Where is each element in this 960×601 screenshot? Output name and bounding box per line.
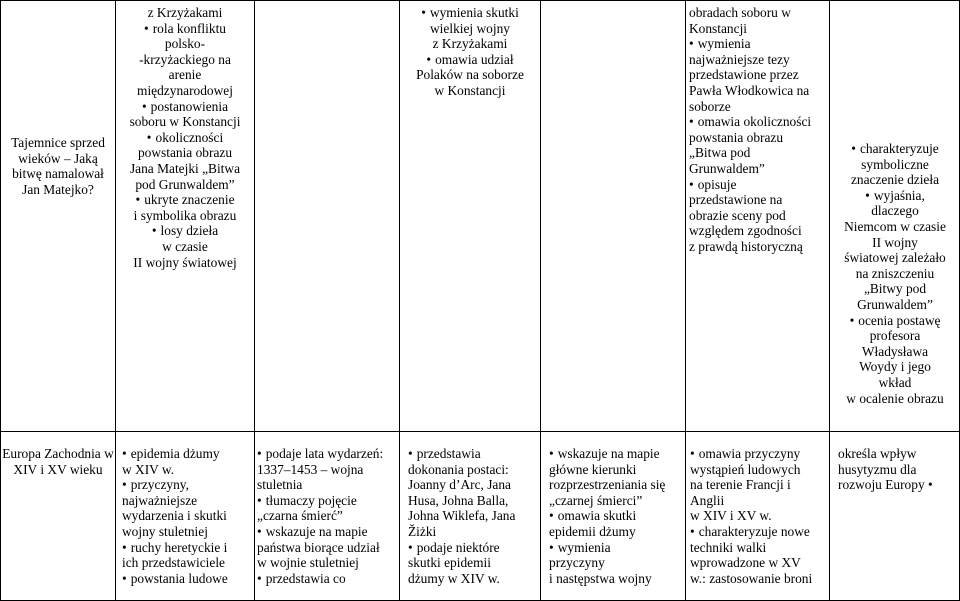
list-item-line: wkład xyxy=(878,374,912,390)
list-item xyxy=(257,524,399,571)
requirements-cell-basic xyxy=(257,446,399,586)
list-item-line: z prawdą historyczną xyxy=(689,238,803,254)
column-divider xyxy=(540,0,541,601)
list-item-line: „Bitwy pod xyxy=(863,281,927,297)
list-item xyxy=(831,141,959,188)
requirements-cell-excellent xyxy=(831,141,959,406)
list-item-line: wydarzenia i skutki xyxy=(122,508,227,524)
list-item-line: powstania obrazu xyxy=(137,145,233,161)
column-divider xyxy=(685,0,686,601)
requirements-list xyxy=(257,446,399,586)
list-item xyxy=(838,446,959,493)
table-border-top xyxy=(0,0,960,1)
list-item-line: • omawia skutki xyxy=(549,508,685,524)
list-item xyxy=(689,114,829,176)
list-item-line: w.: zastosowanie broni xyxy=(690,570,813,586)
list-item-line: Polaków na soborze xyxy=(416,67,524,83)
list-item-line: wprowadzone w XV xyxy=(690,555,801,571)
list-item-line: Niemcom w czasie xyxy=(844,218,946,234)
list-item-line: ich przedstawiciele xyxy=(122,555,225,571)
list-item-line: • opisuje xyxy=(689,177,829,193)
list-item xyxy=(689,177,829,255)
requirements-list xyxy=(549,446,685,586)
list-item-line: • omawia okoliczności xyxy=(689,114,829,130)
list-item-line: dokonania postaci: xyxy=(408,461,509,477)
topic-cell xyxy=(2,135,114,197)
list-item-line: 1337–1453 – wojna xyxy=(257,461,364,477)
column-divider xyxy=(399,0,400,601)
list-item xyxy=(690,446,829,524)
list-item xyxy=(116,223,254,270)
list-item-line: w czasie xyxy=(162,238,208,254)
list-item-line: główne kierunki xyxy=(549,461,637,477)
list-item-line: soborze xyxy=(689,98,731,114)
list-item xyxy=(549,508,685,539)
list-item-line: na zniszczeniu xyxy=(855,265,935,281)
continued-line: Konstancji xyxy=(689,20,748,36)
list-item-line: • omawia udział xyxy=(401,52,539,68)
list-item-line: najważniejsze xyxy=(122,492,198,508)
requirements-list xyxy=(401,5,539,99)
list-item-line: w wojnie stuletniej xyxy=(257,555,359,571)
list-item xyxy=(116,192,254,223)
requirements-list xyxy=(116,21,254,271)
list-item-line: • tłumaczy pojęcie xyxy=(257,493,399,509)
column-divider xyxy=(254,0,255,601)
list-item xyxy=(116,21,254,99)
list-item xyxy=(116,130,254,192)
list-item-line: • postanowienia xyxy=(116,99,254,115)
list-item-line: II wojny xyxy=(872,234,918,250)
requirements-list xyxy=(838,446,959,493)
list-item-line: przyczyny xyxy=(549,555,605,571)
list-item-line: pod Grunwaldem” xyxy=(135,176,235,192)
list-item-line: na terenie Francji i xyxy=(690,477,791,493)
continued-line: z Krzyżakami xyxy=(147,5,223,20)
list-item-line: • powstania ludowe xyxy=(122,571,254,587)
requirements-cell-outstanding xyxy=(838,446,959,493)
list-item-line: • charakteryzuje xyxy=(831,141,959,157)
list-item xyxy=(401,5,539,52)
list-item-line: • przyczyny, xyxy=(122,477,254,493)
list-item-line: Grunwaldem” xyxy=(857,296,933,312)
requirements-cell-basic xyxy=(116,5,254,270)
topic-text: Europa Zachodnia w XIV i XV wieku xyxy=(2,446,114,477)
list-item xyxy=(122,446,254,477)
list-item-line: • rola konfliktu xyxy=(116,21,254,37)
column-divider xyxy=(829,0,830,601)
topic-text: Tajemnice sprzed wieków – Jaką bitwę namalował Jan Matejko? xyxy=(11,135,105,197)
list-item-line: profesora xyxy=(869,328,921,344)
list-item-line: „Bitwa pod xyxy=(689,145,751,161)
list-item xyxy=(408,446,540,540)
list-item-line: Grunwaldem” xyxy=(689,160,765,176)
list-item xyxy=(122,477,254,539)
list-item-line: • wskazuje na mapie xyxy=(549,446,685,462)
list-item-line: Woydy i jego xyxy=(859,359,931,375)
list-item xyxy=(690,524,829,586)
list-item-line: • wymienia xyxy=(549,540,685,556)
list-item-line: • przedstawia xyxy=(408,446,540,462)
requirements-list xyxy=(689,36,829,254)
list-item xyxy=(122,540,254,571)
list-item-line: • ruchy heretyckie i xyxy=(122,540,254,556)
list-item xyxy=(257,571,399,587)
list-item-line: -krzyżackiego na xyxy=(139,51,231,67)
list-item-line: • przedstawia co xyxy=(257,571,399,587)
list-item-line: „czarna śmierć” xyxy=(257,508,343,524)
list-item-line: „czarnej śmierci” xyxy=(549,492,643,508)
list-item-line: Joanny d’Arc, Jana xyxy=(408,477,511,493)
list-item-line: wystąpień ludowych xyxy=(690,461,801,477)
list-item-line: • okoliczności xyxy=(116,130,254,146)
requirements-cell-extended xyxy=(408,446,540,586)
list-item-line: dżumy w XIV w. xyxy=(408,570,500,586)
list-item xyxy=(401,52,539,99)
list-item-line: • omawia przyczyny xyxy=(690,446,829,462)
list-item xyxy=(689,36,829,114)
content-cell xyxy=(122,446,254,586)
list-item-line: Anglii xyxy=(690,492,725,508)
list-item-line: • podaje lata wydarzeń: xyxy=(257,446,399,462)
list-item-line: z Krzyżakami xyxy=(432,36,508,52)
list-item-line: stuletnia xyxy=(257,477,303,493)
list-item-line: dlaczego xyxy=(871,203,919,219)
continued-line: obradach soboru w xyxy=(689,5,791,20)
list-item-line: i następstwa wojny xyxy=(549,570,652,586)
list-item-line: arenie xyxy=(168,67,202,83)
list-item-line: międzynarodowej xyxy=(137,82,233,98)
list-item-line: • podaje niektóre xyxy=(408,540,540,556)
requirements-cell-full xyxy=(549,446,685,586)
requirements-cell-extended xyxy=(401,5,539,99)
list-item-line: techniki walki xyxy=(690,539,767,555)
list-item-line: symboliczne xyxy=(861,156,929,172)
list-item-line: • wymienia skutki xyxy=(401,5,539,21)
topic-cell xyxy=(2,446,114,477)
list-item-line: wojny stuletniej xyxy=(122,523,208,539)
list-item-line: w XIV i XV w. xyxy=(690,508,772,524)
list-item-line: Johna Wiklefa, Jana xyxy=(408,508,516,524)
requirements-list xyxy=(690,446,829,586)
list-item-line: • losy dzieła xyxy=(116,223,254,239)
list-item-line: określa wpływ xyxy=(838,446,917,461)
list-item-line: Władysława xyxy=(861,343,929,359)
list-item-line: • ukryte znaczenie xyxy=(116,192,254,208)
list-item-line: soboru w Konstancji xyxy=(129,114,241,130)
list-item xyxy=(408,540,540,587)
list-item-line: polsko- xyxy=(164,36,206,52)
requirements-list xyxy=(408,446,540,586)
list-item-line: obrazie sceny pod xyxy=(689,207,786,223)
list-item xyxy=(831,188,959,313)
list-item-line: przedstawione na xyxy=(689,192,783,208)
requirements-list xyxy=(831,141,959,406)
list-item-line: Žiżki xyxy=(408,523,437,539)
requirements-cell-excellent xyxy=(690,446,829,586)
list-item xyxy=(831,313,959,407)
list-item-line: rozprzestrzeniania się xyxy=(549,477,666,493)
list-item-line: wielkiej wojny xyxy=(430,20,510,36)
list-item-line: • charakteryzuje nowe xyxy=(690,524,829,540)
list-item-line: Pawła Włodkowica na xyxy=(689,82,810,98)
list-item-line: i symbolika obrazu xyxy=(133,207,237,223)
list-item xyxy=(549,446,685,508)
list-item-line: względem zgodności xyxy=(689,223,802,239)
list-item-line: husytyzmu dla xyxy=(838,461,917,477)
list-item-line: • epidemia dżumy xyxy=(122,446,254,462)
list-item-line: powstania obrazu xyxy=(689,129,784,145)
list-item-line: w ocalenie obrazu xyxy=(846,390,944,406)
list-item-line: znaczenie dzieła xyxy=(850,172,940,188)
list-item-line: najważniejsze tezy xyxy=(689,51,790,67)
list-item xyxy=(122,571,254,587)
list-item-line: • wymienia xyxy=(689,36,829,52)
list-item-line: w Konstancji xyxy=(434,82,506,98)
list-item-line: w XIV w. xyxy=(122,461,175,477)
list-item-line: skutki epidemii xyxy=(408,555,491,571)
list-item-line: Husa, Johna Balla, xyxy=(408,492,509,508)
list-item-line: przedstawione przez xyxy=(689,67,799,83)
content-list xyxy=(122,446,254,586)
list-item-line: II wojny światowej xyxy=(133,254,237,270)
list-item xyxy=(116,99,254,130)
row-divider xyxy=(0,431,960,432)
list-item-line: • wyjaśnia, xyxy=(831,188,959,204)
list-item-line: epidemii dżumy xyxy=(549,523,636,539)
list-item-line: • wskazuje na mapie xyxy=(257,524,399,540)
list-item-line: rozwoju Europy • xyxy=(838,477,959,493)
list-item xyxy=(257,446,399,493)
list-item-line: światowej zależało xyxy=(844,250,946,266)
list-item-line: • ocenia postawę xyxy=(831,313,959,329)
list-item-line: Jana Matejki „Bitwa xyxy=(129,160,241,176)
requirements-cell-full xyxy=(689,5,829,255)
list-item-line: państwa biorące udział xyxy=(257,539,380,555)
list-item xyxy=(257,493,399,524)
list-item xyxy=(549,540,685,587)
column-divider xyxy=(0,0,1,601)
